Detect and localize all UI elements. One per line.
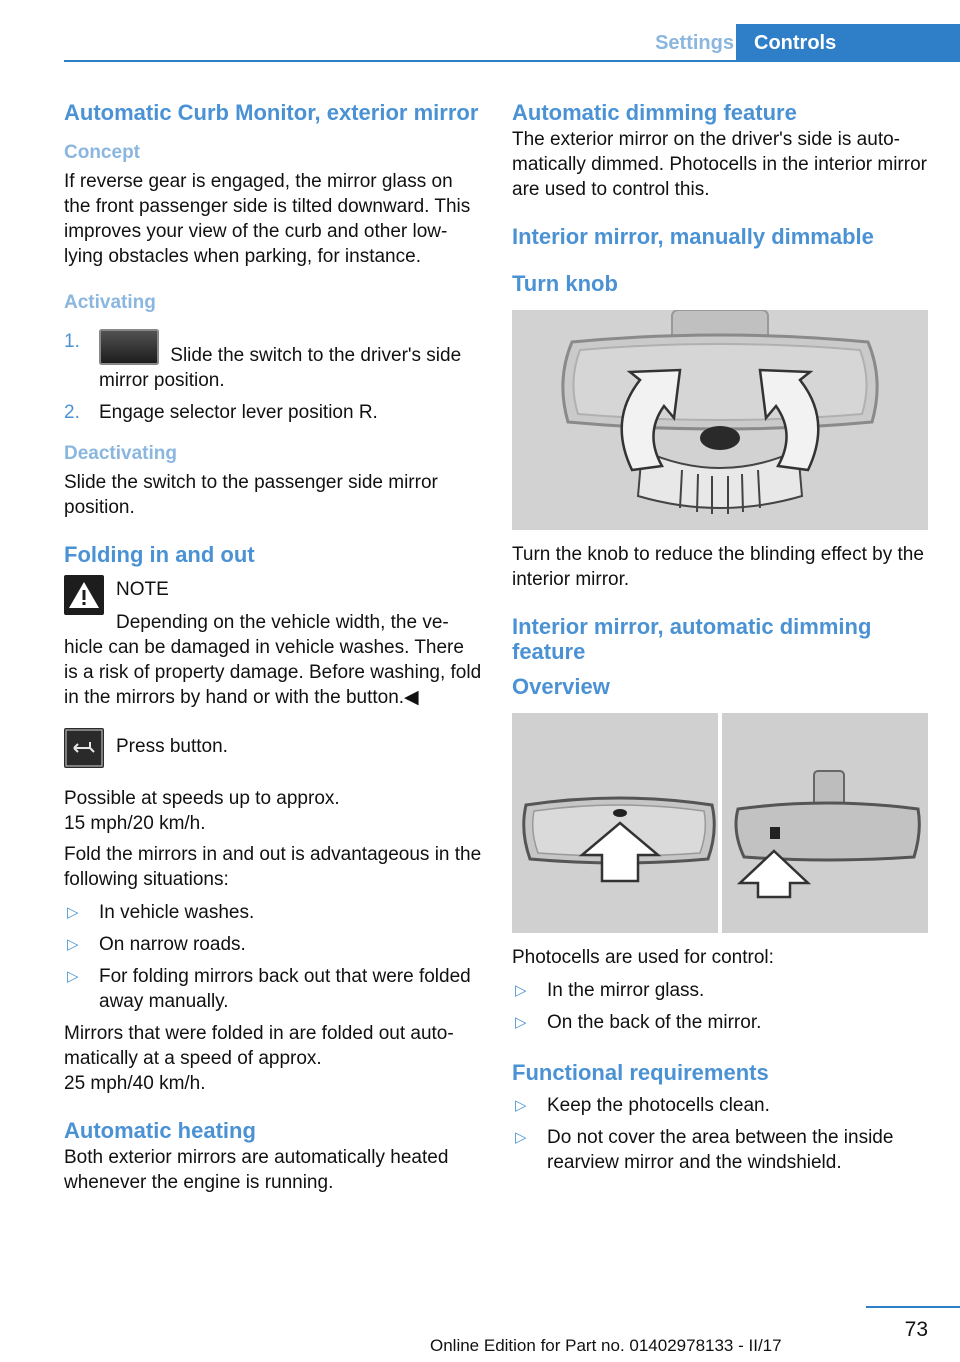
note-text-line-1: Depending on the vehicle width, the ve-: [116, 612, 449, 633]
foldout-text-line-1: Mirrors that were folded in are folded out auto-matically at a speed of approx.: [64, 1023, 454, 1069]
deactivating-text: Slide the switch to the passenger side mirror position.: [64, 472, 438, 518]
folding-title: Folding in and out: [64, 542, 255, 567]
photocells-text: Photocells are used for control:: [512, 947, 774, 968]
dimming-text: The exterior mirror on the driver's side is auto-matically dimmed. Photocells in the interior mirror are used to control this.: [512, 129, 927, 200]
page-number: 73: [904, 1318, 928, 1341]
bullet-triangle-icon: ▷: [67, 904, 79, 921]
heating-text: Both exterior mirrors are automatically heated whenever the engine is running.: [64, 1147, 449, 1193]
activating-heading: Activating: [64, 292, 156, 313]
list-item: ▷ For folding mirrors back out that were folded away manually.: [67, 966, 471, 1012]
deactivating-heading: Deactivating: [64, 443, 177, 464]
list-item: ▷ On narrow roads.: [67, 934, 246, 955]
step-text: Engage selector lever position R.: [99, 402, 378, 423]
mirror-fold-button-icon: [64, 728, 104, 768]
mirror-back-image: [722, 713, 928, 933]
bullet-triangle-icon: ▷: [515, 982, 527, 999]
dimming-title: Automatic dimming feature: [512, 100, 797, 125]
turn-knob-text: Turn the knob to reduce the blinding effect by the interior mirror.: [512, 544, 924, 590]
speed-text-line-1: Possible at speeds up to approx.: [64, 788, 340, 809]
tab-settings: Settings: [655, 32, 734, 54]
speed-text-line-2: 15 mph/20 km/h.: [64, 813, 206, 834]
press-button-text: Press button.: [116, 736, 228, 757]
mirror-front-image: [512, 713, 718, 933]
bullet-triangle-icon: ▷: [67, 936, 79, 953]
heating-title: Automatic heating: [64, 1118, 256, 1143]
bullet-triangle-icon: ▷: [515, 1014, 527, 1031]
turn-knob-heading: Turn knob: [512, 271, 618, 296]
list-item: ▷ Keep the photocells clean.: [515, 1095, 770, 1116]
list-item: ▷ On the back of the mirror.: [515, 1012, 762, 1033]
step-number: 2.: [64, 402, 80, 423]
bullet-triangle-icon: ▷: [515, 1129, 527, 1146]
bullet-triangle-icon: ▷: [67, 968, 79, 985]
advantage-text: Fold the mirrors in and out is advantageous in the following situations:: [64, 844, 482, 890]
edition-note: Online Edition for Part no. 01402978133 - II/17: [430, 1336, 782, 1355]
foldout-text-line-2: 25 mph/40 km/h.: [64, 1073, 206, 1094]
concept-heading: Concept: [64, 142, 140, 163]
press-button-block: [64, 734, 482, 774]
list-item: ▷ In vehicle washes.: [67, 902, 255, 923]
header-rule: [64, 60, 960, 62]
list-item: ▷ In the mirror glass.: [515, 980, 705, 1001]
overview-heading: Overview: [512, 674, 610, 699]
overview-images: [512, 713, 928, 933]
step-item: [64, 329, 482, 393]
manual-mirror-title: Interior mirror, manually dimmable: [512, 224, 874, 249]
step-number: 1.: [64, 331, 80, 352]
bullet-triangle-icon: ▷: [515, 1097, 527, 1114]
list-item: ▷ Do not cover the area between the inside rearview mirror and the windshield.: [515, 1127, 894, 1173]
tab-controls: Controls: [736, 24, 960, 62]
turn-knob-image: [512, 310, 928, 530]
note-text-continued: hicle can be damaged in vehicle washes. There is a risk of property damage. Before washing, fold in the mirrors by hand or with the button.◀: [64, 637, 482, 708]
functional-heading: Functional requirements: [512, 1060, 769, 1085]
note-label: NOTE: [116, 579, 169, 600]
note-block: [64, 569, 482, 635]
step-text: Slide the switch to the driver's side mirror position.: [99, 345, 462, 391]
curb-monitor-title: Automatic Curb Monitor, exterior mirror: [64, 100, 479, 125]
right-column: [512, 100, 930, 1182]
mirror-switch-icon: [99, 329, 159, 365]
concept-text: If reverse gear is engaged, the mirror glass on the front passenger side is tilted downward. This improves your view of the curb and other low-lying obstacles when parking, for instance.: [64, 171, 471, 267]
footer-rule: [866, 1306, 960, 1308]
warning-icon: [64, 575, 104, 615]
step-item: [64, 400, 482, 425]
auto-mirror-title: Interior mirror, automatic dimming feature: [512, 614, 872, 664]
left-column: [64, 100, 482, 1195]
